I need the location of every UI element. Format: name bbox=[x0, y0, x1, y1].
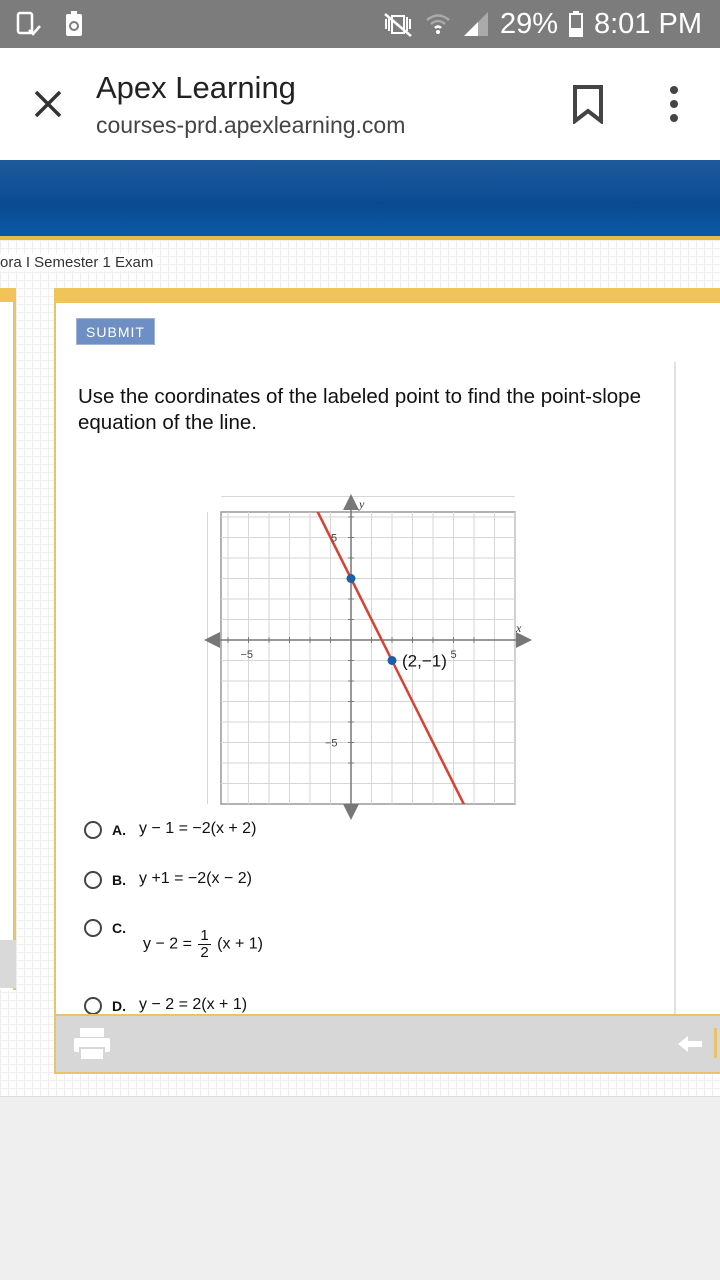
close-icon bbox=[33, 89, 63, 119]
choice-d-equation: y − 2 = 2(x + 1) bbox=[139, 996, 248, 1013]
print-icon[interactable] bbox=[72, 1026, 112, 1062]
page-content bbox=[0, 240, 720, 1096]
left-panel bbox=[0, 288, 16, 990]
recycle-battery-icon bbox=[60, 10, 88, 38]
status-bar bbox=[0, 0, 720, 48]
data-point-y-intercept bbox=[347, 574, 356, 583]
signal-icon bbox=[462, 10, 490, 38]
clock-time: 8:01 PM bbox=[594, 7, 702, 40]
data-point-labeled bbox=[388, 656, 397, 665]
tick-label-y-neg5: −5 bbox=[325, 737, 338, 750]
choice-b[interactable] bbox=[84, 870, 252, 889]
radio-d[interactable] bbox=[84, 997, 102, 1015]
custom-tab-header bbox=[0, 48, 720, 160]
battery-icon bbox=[568, 10, 584, 38]
tick-label-x-5: 5 bbox=[450, 649, 457, 661]
tick-label-y-5: 5 bbox=[331, 532, 338, 545]
choice-b-letter: B. bbox=[112, 872, 126, 888]
choice-a[interactable] bbox=[84, 820, 256, 839]
vibrate-mute-icon bbox=[380, 10, 414, 38]
choice-a-equation: y − 1 = −2(x + 2) bbox=[139, 820, 257, 837]
radio-b[interactable] bbox=[84, 871, 102, 889]
coordinate-graph bbox=[204, 494, 544, 824]
choice-c-fraction bbox=[198, 928, 210, 961]
choice-d-letter: D. bbox=[112, 998, 126, 1014]
submit-button[interactable]: SUBMIT bbox=[76, 318, 155, 345]
screenshot-notification-icon bbox=[14, 10, 42, 38]
tick-label-x-neg5: −5 bbox=[240, 649, 254, 661]
site-title: Apex Learning bbox=[96, 70, 296, 105]
left-panel-topbar bbox=[0, 288, 16, 302]
choice-c-letter: C. bbox=[112, 920, 126, 936]
x-axis-label: x bbox=[516, 621, 522, 635]
question-panel bbox=[54, 288, 720, 1074]
bottom-toolbar bbox=[56, 1014, 720, 1072]
panel-topbar bbox=[56, 288, 720, 303]
choice-a-letter: A. bbox=[112, 822, 126, 838]
fraction-denominator: 2 bbox=[200, 944, 209, 961]
point-label: (2,−1) bbox=[402, 651, 447, 671]
breadcrumb: ora I Semester 1 Exam bbox=[0, 254, 157, 271]
wifi-icon bbox=[424, 10, 452, 38]
choice-c[interactable] bbox=[84, 918, 263, 961]
graph-background bbox=[221, 512, 515, 804]
more-options-icon[interactable] bbox=[660, 82, 688, 126]
panel-divider bbox=[674, 362, 676, 1016]
bookmark-icon[interactable] bbox=[570, 84, 606, 124]
fraction-numerator: 1 bbox=[200, 927, 209, 944]
x-axis-arrow-left bbox=[204, 632, 220, 648]
choice-c-right: (x + 1) bbox=[217, 935, 263, 953]
y-axis-arrow-down bbox=[343, 804, 359, 820]
radio-c[interactable] bbox=[84, 919, 102, 937]
site-url[interactable]: courses-prd.apexlearning.com bbox=[96, 112, 406, 138]
course-banner bbox=[0, 160, 720, 238]
y-axis-label: y bbox=[359, 497, 365, 511]
toolbar-edge bbox=[714, 1028, 717, 1058]
battery-percent: 29% bbox=[499, 7, 558, 40]
back-arrow-icon[interactable] bbox=[676, 1034, 704, 1054]
left-panel-footer bbox=[0, 940, 16, 988]
choice-c-left: y − 2 = bbox=[143, 935, 192, 953]
choice-d[interactable] bbox=[84, 996, 247, 1015]
page-footer-area bbox=[0, 1096, 720, 1280]
close-button[interactable] bbox=[26, 82, 70, 126]
choice-c-equation bbox=[143, 928, 263, 961]
radio-a[interactable] bbox=[84, 821, 102, 839]
choice-b-equation: y +1 = −2(x − 2) bbox=[139, 870, 252, 887]
question-text: Use the coordinates of the labeled point to find the point-slope equation of the line. bbox=[78, 385, 641, 434]
